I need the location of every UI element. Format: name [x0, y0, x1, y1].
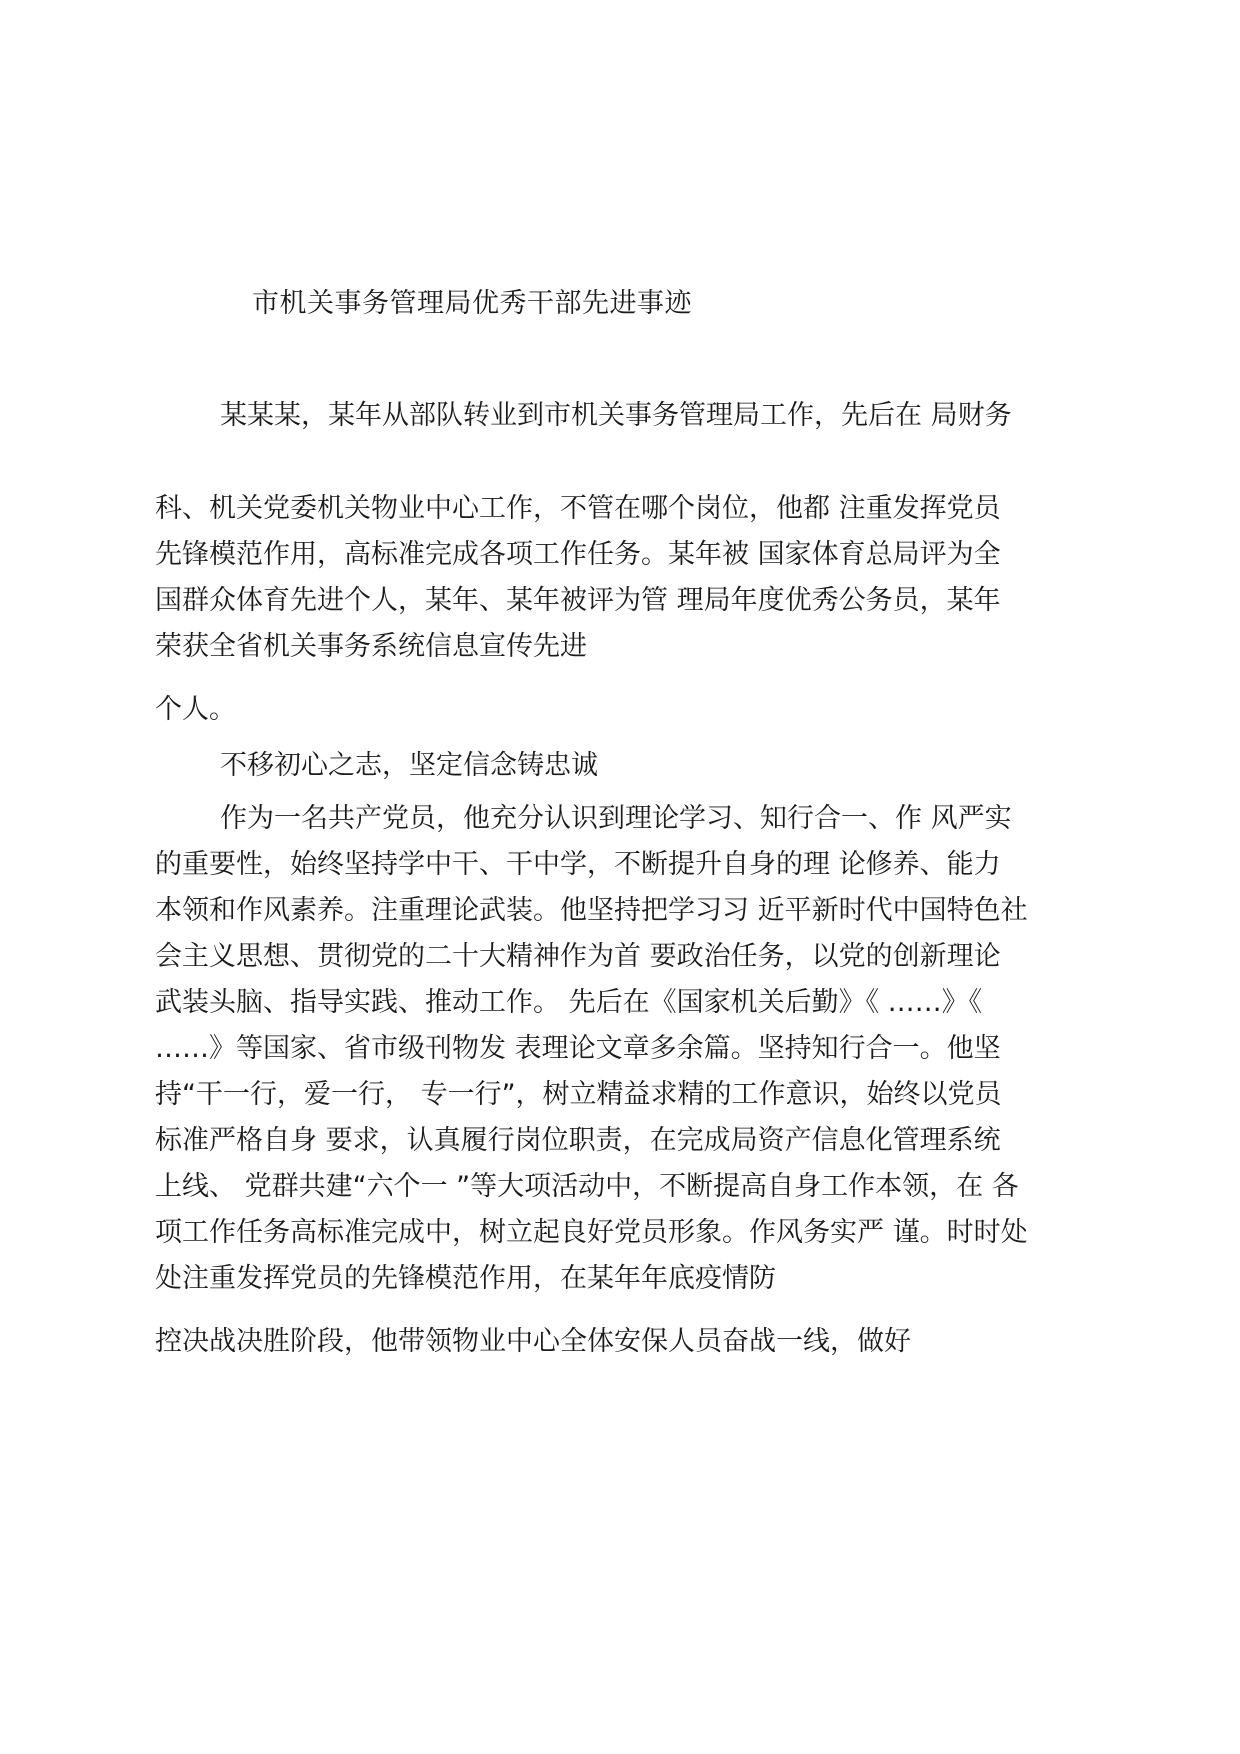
body-line-4: 国群众体育先进个人，某年、某年被评为管 理局年度优秀公务员，某年: [155, 585, 1001, 616]
body-line-2: 科、机关党委机关物业中心工作，不管在哪个岗位，他都 注重发挥党员: [155, 493, 1001, 524]
body-line-19: 控决战决胜阶段，他带领物业中心全体安保人员奋战一线，做好: [155, 1326, 911, 1357]
section-heading: 不移初心之志，坚定信念铸忠诚: [220, 750, 598, 781]
body-line-5: 荣获全省机关事务系统信息宣传先进: [155, 631, 587, 662]
body-line-8: 作为一名共产党员，他充分认识到理论学习、知行合一、作 风严实: [220, 803, 1012, 834]
body-line-14: 持“干一行，爱一行， 专一行”，树立精益求精的工作意识，始终以党员: [155, 1079, 1002, 1110]
body-line-11: 会主义思想、贯彻党的二十大精神作为首 要政治任务，以党的创新理论: [155, 941, 1001, 972]
body-line-15: 标准严格自身 要求，认真履行岗位职责，在完成局资产信息化管理系统: [155, 1125, 1001, 1156]
body-line-18: 处注重发挥党员的先锋模范作用，在某年年底疫情防: [155, 1263, 776, 1294]
body-line-12: 武装头脑、指导实践、推动工作。 先后在《国家机关后勤》《 ……》《: [155, 987, 983, 1018]
body-line-13: ……》等国家、省市级刊物发 表理论文章多余篇。坚持知行合一。他坚: [155, 1033, 1001, 1064]
body-line-3: 先锋模范作用，高标准完成各项工作任务。某年被 国家体育总局评为全: [155, 539, 1001, 570]
body-line-6: 个人。: [155, 694, 236, 725]
body-line-1: 某某某，某年从部队转业到市机关事务管理局工作，先后在 局财务: [220, 400, 1012, 431]
document-title: 市机关事务管理局优秀干部先进事迹: [252, 288, 692, 319]
body-line-9: 的重要性，始终坚持学中干、干中学，不断提升自身的理 论修养、能力: [155, 849, 1001, 880]
body-line-16: 上线、 党群共建“六个一 ”等大项活动中，不断提高自身工作本领，在 各: [155, 1171, 1019, 1202]
body-line-10: 本领和作风素养。注重理论武装。他坚持把学习习 近平新时代中国特色社: [155, 895, 1028, 926]
body-line-17: 项工作任务高标准完成中，树立起良好党员形象。作风务实严 谨。时时处: [155, 1217, 1028, 1248]
